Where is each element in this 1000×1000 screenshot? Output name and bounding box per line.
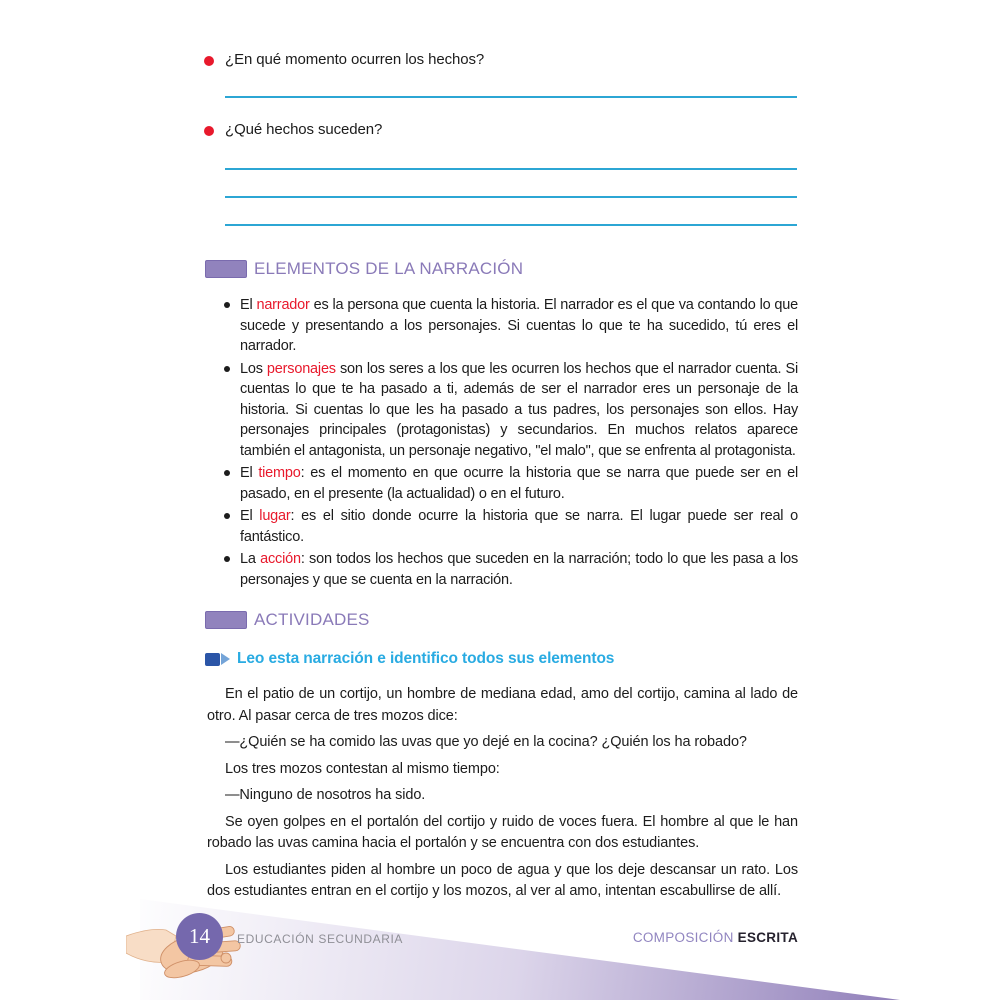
item-term: lugar bbox=[259, 508, 291, 524]
item-term: tiempo bbox=[258, 465, 301, 481]
bullet-dot-icon bbox=[224, 556, 230, 562]
item-pre: Los bbox=[240, 360, 267, 377]
narration-paragraph: Los estudiantes piden al hombre un poco de agua y que los deje descansar un rato. Los dos estudiantes entran en el cortijo y los mozos, al ver al amo, intentan escabullirse de allí. bbox=[207, 861, 798, 899]
item-term: acción bbox=[260, 551, 301, 567]
bullet-dot-icon bbox=[224, 366, 230, 372]
page-number: 14 bbox=[189, 924, 210, 948]
section-title: ELEMENTOS DE LA NARRACIÓN bbox=[254, 259, 524, 278]
bullet-dot-icon bbox=[224, 513, 230, 519]
footer-series-label: EDUCACIÓN SECUNDARIA bbox=[237, 932, 404, 946]
pencil-arrow-icon bbox=[205, 653, 230, 666]
item-pre: La bbox=[240, 551, 261, 567]
narration-paragraph: Los tres mozos contestan al mismo tiempo: bbox=[225, 760, 500, 777]
item-pre: El bbox=[240, 508, 260, 524]
question-2-label: ¿Qué hechos suceden? bbox=[225, 121, 383, 138]
bullet-dot-icon bbox=[224, 302, 230, 308]
list-item-lugar bbox=[222, 506, 798, 547]
answer-line bbox=[225, 96, 797, 98]
item-term: narrador bbox=[256, 297, 310, 313]
activity-heading bbox=[205, 650, 614, 668]
answer-line bbox=[225, 196, 797, 198]
item-text: son los seres a los que les ocurren los hechos que el narrador cuenta. Si cuentas lo que te ha pasado a ti, además de ser el narrador eres un personaje de la historia. Si cuentas lo que les ha pasado a tus padres, los personajes son ellos. Hay personajes principales (protagonistas) y secundarios. En muchos relatos aparece también el antagonista, un personaje negativo, "el malo", que se enfrenta al protagonista. bbox=[240, 360, 799, 459]
item-term: personajes bbox=[266, 360, 336, 377]
footer-book-title bbox=[633, 930, 798, 945]
book-title-accent: COMPOSICIÓN bbox=[632, 930, 734, 945]
red-bullet-icon bbox=[204, 56, 214, 66]
question-2 bbox=[204, 121, 804, 138]
narration-paragraph: En el patio de un cortijo, un hombre de mediana edad, amo del cortijo, camina al lado de otro. Al pasar cerca de tres mozos dice: bbox=[207, 686, 798, 724]
list-item-tiempo bbox=[222, 463, 798, 504]
narration-text bbox=[207, 684, 798, 908]
item-pre: El bbox=[240, 465, 259, 481]
narration-dialogue: —Ninguno de nosotros ha sido. bbox=[225, 787, 426, 803]
item-text: : es el momento en que ocurre la historia que se narra que puede ser en el pasado, en el presente (la actualidad) o en el futuro. bbox=[240, 465, 798, 502]
question-1-label: ¿En qué momento ocurren los hechos? bbox=[225, 51, 485, 68]
bullet-dot-icon bbox=[224, 470, 230, 476]
section-header-elementos bbox=[205, 259, 523, 279]
page-number-badge bbox=[176, 913, 223, 960]
answer-line bbox=[225, 168, 797, 170]
section-title: ACTIVIDADES bbox=[254, 610, 370, 629]
list-item-personajes bbox=[222, 359, 798, 462]
item-text: : son todos los hechos que suceden en la narración; todo lo que les pasa a los personajes y que se cuenta en la narración. bbox=[240, 551, 798, 588]
question-1 bbox=[204, 51, 804, 68]
elements-list bbox=[222, 295, 798, 592]
item-text: : es el sitio donde ocurre la historia que se narra. El lugar puede ser real o fantástico. bbox=[240, 508, 798, 545]
purple-square-icon bbox=[205, 260, 247, 278]
narration-paragraph: Se oyen golpes en el portalón del cortijo y ruido de voces fuera. El hombre al que le han robado las uvas camina hacia el portalón y se encuentra con dos estudiantes. bbox=[207, 813, 798, 851]
book-title-rest: ESCRITA bbox=[737, 930, 798, 945]
list-item-narrador bbox=[222, 295, 798, 357]
activity-title: Leo esta narración e identifico todos sus elementos bbox=[237, 650, 615, 667]
answer-line bbox=[225, 224, 797, 226]
item-text: es la persona que cuenta la historia. El narrador es el que va contando lo que sucede y presentando a los personajes. Si cuentas lo que te ha sucedido, tú eres el narrador. bbox=[240, 297, 799, 354]
purple-square-icon bbox=[205, 611, 247, 629]
section-header-actividades bbox=[205, 610, 370, 630]
list-item-accion bbox=[222, 549, 798, 590]
red-bullet-icon bbox=[204, 126, 214, 136]
item-pre: El bbox=[240, 297, 257, 313]
narration-dialogue: —¿Quién se ha comido las uvas que yo dejé en la cocina? ¿Quién los ha robado? bbox=[225, 734, 747, 750]
